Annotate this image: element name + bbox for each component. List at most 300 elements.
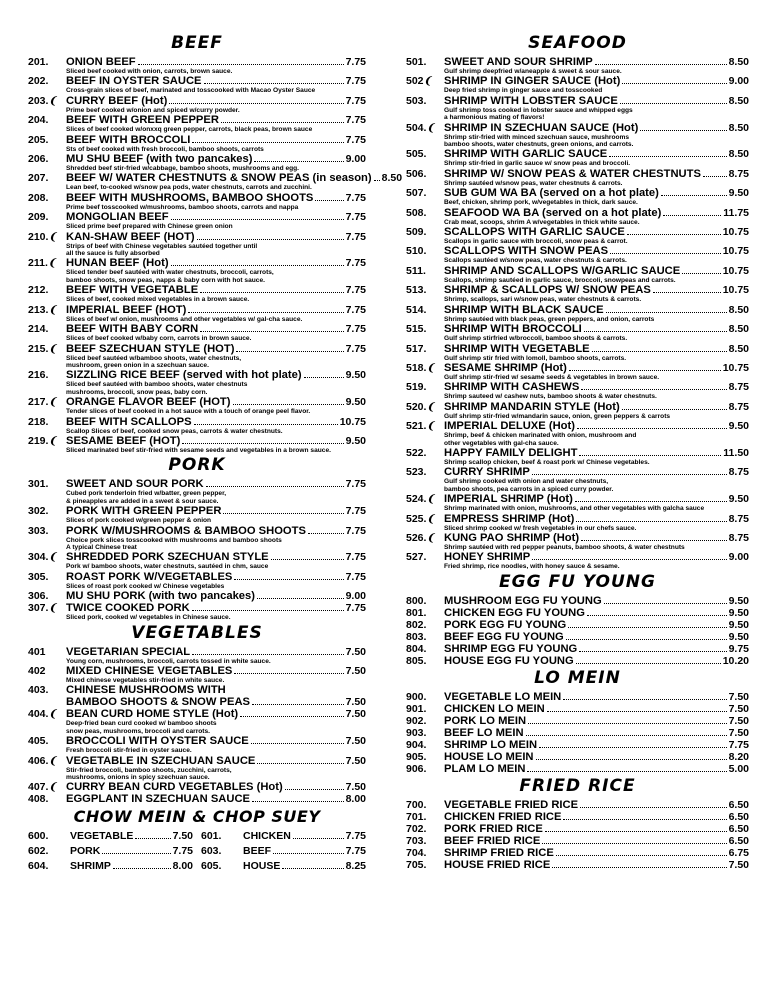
item-description: Scallops sautéed w/snow peas, water chestnuts & carrots.	[444, 257, 627, 265]
menu-item	[28, 114, 366, 133]
item-price: 6.50	[728, 834, 749, 847]
item-number	[406, 75, 444, 87]
item-number	[406, 304, 444, 316]
item-name: BEEF EGG FU YOUNG	[444, 630, 564, 643]
item-body	[444, 122, 749, 149]
item-name: BEEF LO MEIN	[444, 726, 524, 739]
item-body	[66, 735, 366, 754]
item-name: SHRIMP EGG FU YOUNG	[444, 642, 578, 655]
item-price: 7.75	[345, 191, 366, 204]
item-name: SWEET AND SOUR SHRIMP	[444, 56, 593, 68]
item-line	[444, 619, 749, 631]
item-number	[28, 525, 66, 537]
menu-item	[406, 691, 749, 703]
menu-item	[28, 844, 193, 859]
item-description: Slices of beef cooked w/onxxq green pepper, carrots, black peas, brown sauce	[66, 126, 313, 134]
item-description: Shrimp sauteed w/ cashew nuts, bamboo shoots & water chestnuts.	[444, 393, 657, 401]
item-name: VEGETABLE LO MEIN	[444, 690, 562, 703]
item-price: 9.50	[728, 618, 749, 631]
item-price: 7.75	[345, 602, 366, 615]
item-name: PLAM LO MEIN	[444, 762, 526, 775]
item-name: SHRIMP WITH GARLIC SAUCE	[444, 148, 608, 161]
item-name: HOUSE EGG FU YOUNG	[444, 654, 574, 667]
item-price: 8.50	[381, 172, 403, 185]
item-number-text: 702.	[406, 822, 427, 835]
item-body	[444, 739, 749, 751]
dot-leader	[200, 292, 343, 293]
item-number	[406, 56, 444, 68]
menu-item	[28, 708, 366, 735]
item-body	[444, 284, 749, 303]
item-number	[406, 715, 444, 727]
item-price: 9.50	[345, 396, 366, 409]
item-number-text: 208.	[28, 191, 49, 204]
item-description: Slices of beef cooked w/baby corn, carrots in brown sauce.	[66, 335, 252, 343]
dot-leader	[315, 200, 343, 201]
item-price: 7.75	[345, 303, 366, 316]
item-price: 7.50	[345, 735, 366, 748]
item-price: 8.50	[728, 148, 749, 161]
item-body	[66, 343, 366, 370]
item-price: 7.75	[345, 230, 366, 243]
section-heading: BEEF	[171, 33, 223, 53]
item-line	[444, 493, 749, 505]
item-number-text: 408.	[28, 793, 49, 806]
item-name: PORK EGG FU YOUNG	[444, 618, 567, 631]
item-price: 5.00	[728, 762, 749, 775]
item-number-text: 211.	[28, 257, 48, 270]
menu-item	[28, 416, 366, 435]
menu-item	[28, 153, 366, 172]
item-name: MU SHU BEEF (with two pancakes)	[66, 153, 253, 166]
item-description: Gulf shrimp stir-fried w/ sesame seeds & vegetables in brown sauce.	[444, 373, 660, 381]
item-line	[444, 835, 749, 847]
dot-leader	[308, 533, 344, 534]
item-body	[444, 703, 749, 715]
item-description: Deep-fried bean curd cooked w/ bamboo shoots	[66, 720, 217, 728]
item-name: ONION BEEF	[66, 56, 136, 68]
section-heading: LO MEIN	[534, 667, 621, 688]
item-number	[406, 447, 444, 459]
item-line	[66, 571, 366, 583]
item-body	[444, 513, 749, 532]
menu-item	[406, 811, 749, 823]
section-heading: SEAFOOD	[528, 33, 627, 53]
dot-leader	[200, 331, 343, 332]
item-body	[444, 631, 749, 643]
item-body	[444, 727, 749, 739]
item-price: 11.50	[723, 446, 749, 459]
item-number	[28, 284, 66, 296]
menu-item	[28, 525, 366, 552]
item-body	[444, 715, 749, 727]
dot-leader	[622, 83, 726, 84]
dot-leader	[236, 351, 343, 352]
item-line	[66, 211, 366, 223]
item-line	[444, 148, 749, 160]
menu-item	[406, 75, 749, 94]
item-number-text: 502	[406, 75, 424, 88]
menu-item	[406, 401, 749, 420]
item-price: 7.75	[345, 570, 366, 583]
item-number-text: 801.	[406, 606, 427, 619]
item-number	[406, 323, 444, 335]
dot-leader	[240, 716, 343, 717]
menu-item	[28, 95, 366, 114]
dot-leader	[610, 253, 721, 254]
item-name: BEAN CURD HOME STYLE (Hot)	[66, 708, 239, 721]
item-name: SIZZLING RICE BEEF (served with hot plate)	[66, 369, 302, 382]
menu-item	[406, 835, 749, 847]
item-description: Sliced tender beef sautéed with water chestnuts, broccoli, carrots,	[66, 269, 274, 277]
item-line	[66, 755, 366, 767]
hot-pepper-icon: ❨	[48, 231, 57, 243]
item-description: Shrimp, scallops, sari w/snow peas, water chestnuts & carrots.	[444, 296, 642, 304]
item-body	[66, 571, 366, 590]
item-description: Slices of roast pork cooked w/ Chinese vegetables	[66, 582, 225, 590]
dot-leader	[304, 377, 344, 378]
item-number	[406, 847, 444, 859]
item-description: Mixed chinese vegetables stir-fried in white sauce.	[66, 677, 225, 684]
item-name: HONEY SHRIMP	[444, 551, 531, 564]
dot-leader	[223, 513, 343, 514]
item-number	[406, 95, 444, 107]
item-line	[66, 369, 366, 381]
dot-leader	[682, 273, 721, 274]
item-price: 9.00	[345, 590, 366, 603]
item-price: 10.20	[722, 654, 749, 667]
dot-leader	[182, 443, 343, 444]
menu-item	[28, 684, 366, 696]
dot-leader	[576, 521, 726, 522]
item-description: Gulf shrimp deepfried w/aneapple & sweet & sour sauce.	[444, 68, 622, 75]
item-name: MIXED CHINESE VEGETABLES	[66, 665, 233, 677]
dot-leader	[569, 370, 721, 371]
item-body	[444, 75, 749, 94]
item-body	[66, 646, 366, 665]
menu-item	[406, 631, 749, 643]
item-body	[444, 95, 749, 122]
dot-leader	[622, 409, 727, 410]
item-line	[66, 478, 366, 490]
dot-leader	[206, 486, 344, 487]
item-price: 7.75	[345, 94, 366, 107]
dot-leader	[584, 331, 727, 332]
item-name: CHICKEN FRIED RICE	[444, 810, 562, 823]
item-price: 7.75	[345, 133, 366, 146]
item-line	[66, 551, 366, 563]
item-line	[66, 343, 366, 355]
dot-leader	[532, 474, 727, 475]
item-price: 6.50	[728, 798, 749, 811]
menu-item	[406, 655, 749, 667]
item-line	[444, 207, 749, 219]
item-number-text: 701.	[406, 810, 427, 823]
item-number-text: 201.	[28, 56, 49, 68]
menu-item	[406, 323, 749, 342]
item-body	[66, 284, 366, 303]
dot-leader	[703, 176, 727, 177]
item-name: SHRIMP IN GINGER SAUCE (Hot)	[444, 75, 621, 88]
item-description: snow peas, mushrooms, broccoli and carrots.	[66, 727, 211, 735]
item-number	[406, 859, 444, 871]
item-number	[28, 416, 66, 428]
item-number	[28, 369, 66, 381]
hot-pepper-icon: ❨	[48, 435, 57, 447]
item-number-text: 203.	[28, 94, 49, 107]
item-number-text: 900.	[406, 690, 427, 703]
section-heading: CHOW MEIN & CHOP SUEY	[73, 807, 321, 827]
item-name: VEGETABLE	[70, 830, 134, 843]
item-line	[66, 134, 366, 146]
dot-leader	[285, 789, 344, 790]
item-name: MUSHROOM EGG FU YOUNG	[444, 594, 602, 607]
item-line	[444, 187, 749, 199]
menu-item	[406, 362, 749, 381]
item-description: Sliced pork, cooked w/ vegetables in Chinese sauce.	[66, 614, 231, 622]
item-number	[406, 207, 444, 219]
menu-item	[406, 95, 749, 122]
item-price: 10.75	[722, 226, 749, 239]
item-price: 7.50	[728, 726, 749, 739]
item-name: BEEF FRIED RICE	[444, 834, 541, 847]
menu-item	[406, 56, 749, 75]
item-name: HOUSE FRIED RICE	[444, 858, 551, 871]
item-description: Sliced marinated beef stir-fried with sesame seeds and vegetables in a brown sauce.	[66, 446, 331, 454]
item-price: 7.75	[345, 551, 366, 564]
item-number	[406, 595, 444, 607]
item-number-text: 506.	[406, 167, 427, 180]
item-description: other vegetables with gal-cha sauce.	[444, 439, 559, 447]
item-description: Shrimp stir-fried with minced szechuan sauce, mushrooms	[444, 133, 630, 141]
item-line	[444, 799, 749, 811]
item-description: Tender slices of beef cooked in a hot sauce with a touch of orange peel flavor.	[66, 408, 311, 416]
left-column	[28, 32, 403, 874]
item-number-text: 514.	[406, 303, 427, 316]
item-body	[66, 211, 366, 230]
dot-leader	[545, 831, 727, 832]
item-number-text: 901.	[406, 702, 427, 715]
item-line	[66, 284, 366, 296]
dot-leader	[171, 219, 344, 220]
item-price: 7.50	[345, 696, 366, 709]
item-price: 11.75	[723, 206, 749, 219]
item-description: Stir-fried broccoli, bamboo shoots, zucchini, carrots,	[66, 766, 232, 774]
menu-item	[406, 513, 749, 532]
item-description: Fresh broccoli stir-fried in oyster sauce.	[66, 747, 192, 755]
item-line	[444, 811, 749, 823]
item-number	[28, 435, 66, 447]
item-description: & pineapples are added in a sweet & sour sauce.	[66, 497, 219, 505]
item-line	[444, 245, 749, 257]
item-number-text: 204.	[28, 114, 49, 127]
dot-leader	[282, 868, 343, 869]
item-body	[444, 207, 749, 226]
item-number	[28, 505, 66, 517]
item-line	[444, 823, 749, 835]
item-line	[444, 763, 749, 775]
menu-item	[28, 369, 366, 396]
item-description: Slices of pork cooked w/green pepper & onion	[66, 517, 212, 525]
item-number	[28, 646, 66, 658]
dot-leader	[606, 312, 727, 313]
item-price: 7.75	[345, 478, 366, 491]
dot-leader	[171, 265, 344, 266]
item-line	[444, 739, 749, 751]
item-name: SESAME SHRIMP (Hot)	[444, 361, 567, 374]
dot-leader	[556, 855, 727, 856]
item-price: 8.50	[728, 323, 749, 336]
item-number	[28, 153, 66, 165]
item-line	[444, 401, 749, 413]
right-column	[406, 32, 749, 871]
item-body	[66, 369, 366, 396]
item-price: 9.75	[728, 642, 749, 655]
menu-item	[28, 735, 366, 754]
item-body	[444, 493, 749, 512]
item-name: SHRIMP WITH BROCCOLI	[444, 323, 582, 336]
item-number	[406, 362, 444, 374]
menu-item	[28, 257, 366, 284]
item-number	[406, 631, 444, 643]
item-number	[406, 823, 444, 835]
dot-leader	[581, 389, 726, 390]
item-line	[444, 284, 749, 296]
item-body	[444, 265, 749, 284]
dot-leader	[592, 351, 727, 352]
item-body	[66, 75, 366, 94]
dot-leader	[527, 771, 726, 772]
item-body	[444, 401, 749, 420]
dot-leader	[575, 501, 727, 502]
item-line	[66, 95, 366, 107]
item-body	[444, 811, 749, 823]
hot-pepper-icon: ❨	[426, 122, 435, 134]
item-body	[444, 691, 749, 703]
item-number	[28, 665, 66, 677]
item-number	[28, 708, 66, 720]
dot-leader	[581, 540, 726, 541]
item-description: a harmonious mating of flavors!	[444, 114, 545, 122]
section-heading: PORK	[168, 455, 226, 476]
item-body	[66, 505, 366, 524]
dot-leader	[113, 868, 171, 869]
item-body	[66, 153, 366, 172]
item-description: mushrooms, onions in spicy szechuan sauce.	[66, 774, 210, 782]
item-number	[28, 192, 66, 204]
item-line	[66, 396, 366, 408]
item-line	[444, 715, 749, 727]
dot-leader	[539, 747, 727, 748]
menu-item	[406, 265, 749, 284]
item-body	[66, 478, 366, 505]
item-number-text: 522.	[406, 446, 427, 459]
menu-item	[28, 478, 366, 505]
item-price: 9.50	[728, 187, 749, 200]
item-number	[28, 602, 66, 614]
item-body	[444, 799, 749, 811]
item-line	[444, 727, 749, 739]
item-description: Cubed pork tenderloin fried w/batter, green pepper,	[66, 490, 227, 498]
item-number-text: 505.	[406, 148, 427, 161]
menu-item	[406, 619, 749, 631]
item-number-text: 704.	[406, 846, 427, 859]
item-number	[28, 755, 66, 767]
item-price: 6.75	[728, 846, 749, 859]
item-name: KAN-SHAW BEEF (HOT)	[66, 230, 195, 243]
item-number	[28, 684, 66, 696]
item-description: bamboo shoots, snow peas, napps & baby corn with hot sauce.	[66, 276, 265, 284]
item-name: CURRY BEEF (Hot)	[66, 94, 168, 107]
dot-leader	[273, 853, 344, 854]
item-number-text: 703.	[406, 834, 427, 847]
item-description: Shrimp scallop chicken, beef & roast pork w/ Chinese vegetables.	[444, 458, 650, 466]
item-number	[406, 187, 444, 199]
item-number	[406, 284, 444, 296]
item-price: 8.50	[728, 56, 749, 68]
item-price: 6.50	[728, 810, 749, 823]
item-number-text: 209.	[28, 211, 49, 224]
item-line	[66, 781, 366, 793]
item-number-text: 207.	[28, 172, 49, 185]
item-line	[66, 75, 366, 87]
menu-item	[406, 751, 749, 763]
item-number	[406, 739, 444, 751]
item-number	[406, 420, 444, 432]
item-price: 7.75	[345, 342, 366, 355]
item-number	[406, 343, 444, 355]
item-price: 7.75	[345, 505, 366, 518]
menu-item	[28, 571, 366, 590]
menu-item	[28, 696, 366, 708]
item-price: 7.75	[345, 284, 366, 297]
hot-pepper-icon: ❨	[426, 494, 435, 506]
item-number-text: 805.	[406, 654, 427, 667]
item-number	[406, 551, 444, 563]
item-price: 7.50	[345, 665, 366, 677]
item-price: 8.00	[345, 793, 366, 806]
dot-leader	[374, 180, 380, 181]
item-price: 10.75	[722, 264, 749, 277]
menu-item	[28, 172, 403, 192]
dot-leader	[609, 156, 726, 157]
item-number	[406, 763, 444, 775]
menu-item	[406, 847, 749, 859]
item-name: BEEF SZECHUAN STYLE (HOT)	[66, 342, 235, 355]
menu-item	[28, 602, 366, 621]
item-number-text: 515.	[406, 323, 427, 336]
item-body	[66, 755, 366, 782]
menu-item	[28, 304, 366, 323]
item-price: 7.50	[345, 645, 366, 658]
item-number-text: 219.	[28, 434, 49, 447]
menu-item	[28, 781, 366, 793]
dot-leader	[563, 819, 726, 820]
item-description: Shrimp stir-fried in garlic sauce w/ snow peas and broccoli.	[444, 160, 631, 168]
item-number-text: 302.	[28, 505, 49, 518]
item-number	[406, 811, 444, 823]
item-body	[444, 859, 749, 871]
item-number	[28, 211, 66, 223]
item-name: BEEF WITH MUSHROOMS, BAMBOO SHOOTS	[66, 191, 314, 204]
item-name: SHREDDED PORK SZECHUAN STYLE	[66, 551, 269, 564]
item-name: CHINESE MUSHROOMS WITH	[66, 684, 226, 697]
item-body	[444, 420, 749, 447]
chow-mein-grid	[28, 829, 366, 874]
item-line	[66, 304, 366, 316]
item-name: SHRIMP FRIED RICE	[444, 846, 554, 859]
dot-leader	[627, 234, 721, 235]
